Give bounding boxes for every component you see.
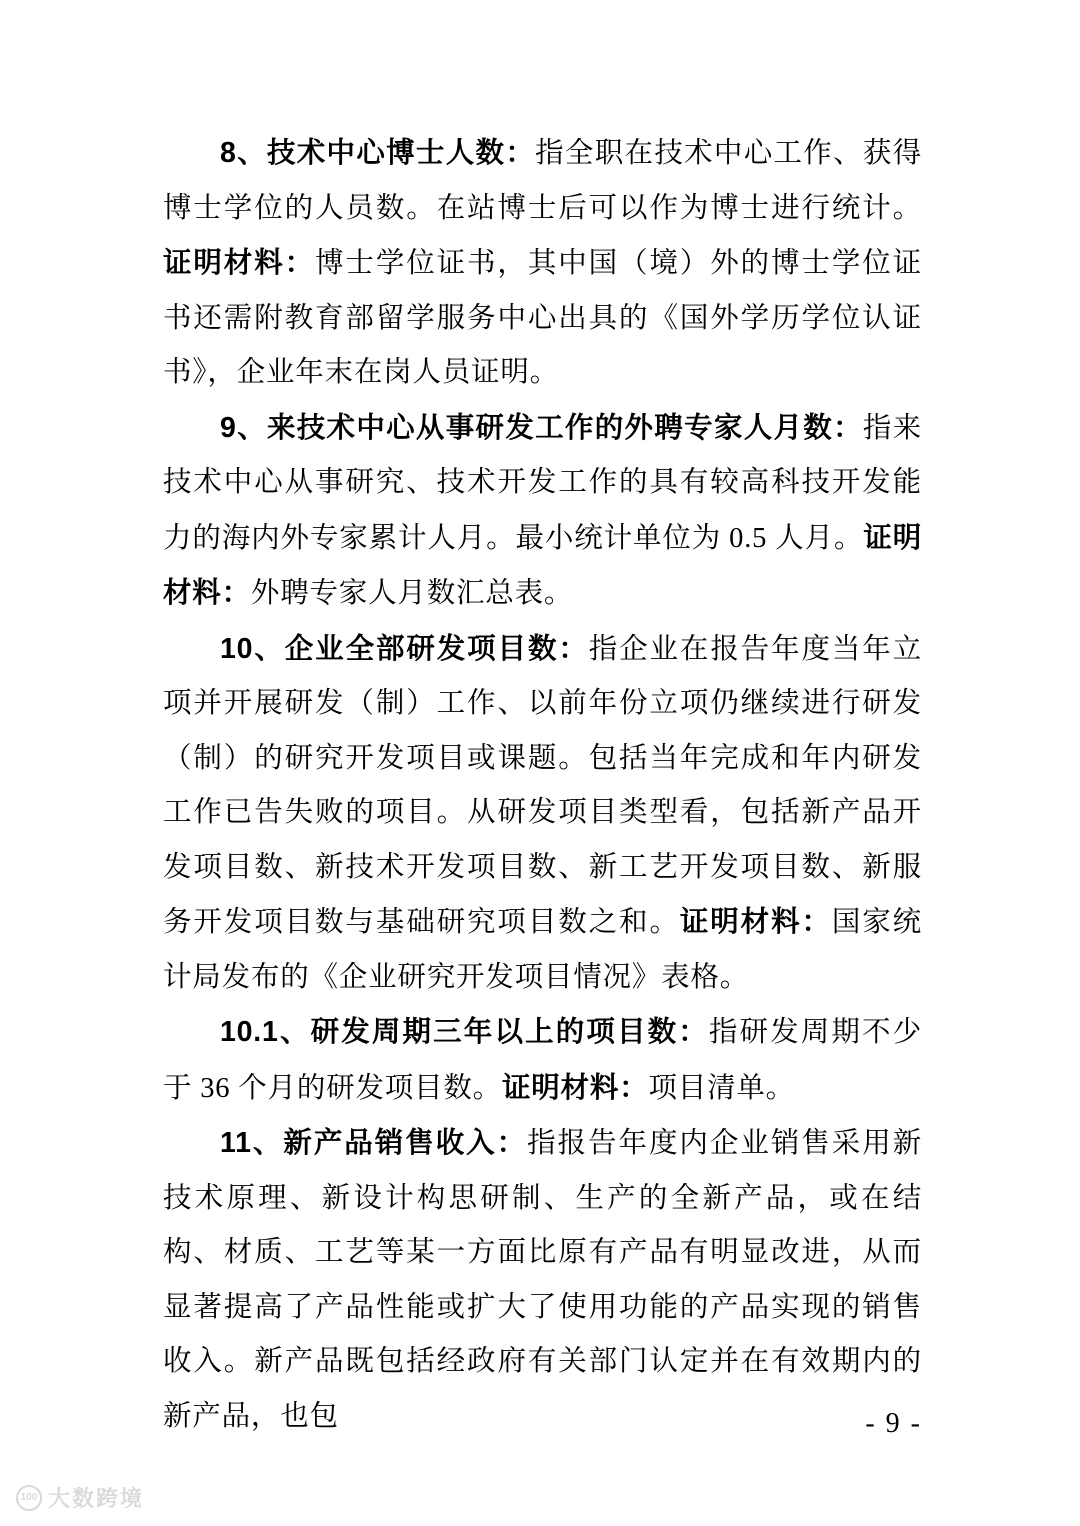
watermark-logo-text: 100 bbox=[20, 1492, 38, 1503]
watermark-logo-icon bbox=[16, 1485, 42, 1511]
paragraph bbox=[163, 622, 922, 1006]
text-run: 国家统计局发布的《企业研究开发项目情况》表格。 bbox=[163, 907, 922, 993]
watermark-text: 大数跨境 bbox=[48, 1486, 145, 1511]
bold-run: 11、新产品销售收入： bbox=[220, 1127, 528, 1159]
text-run: 指企业在报告年度当年立项并开展研发（制）工作、以前年份立项仍继续进行研发（制）的研究开发项目或课题。包括当年完成和年内研发工作已告失败的项目。从研发项目类型看，包括新产品开发项目数、新技术开发项目数、新工艺开发项目数、新服务开发项目数与基础研究项目数之和。 bbox=[163, 633, 922, 938]
paragraph bbox=[163, 1116, 922, 1444]
bold-run: 证明材料： bbox=[163, 521, 922, 609]
text-run: 博士学位证书，其中国（境）外的博士学位证书还需附教育部留学服务中心出具的《国外学历学位认证书》，企业年末在岗人员证明。 bbox=[163, 248, 922, 388]
document-body bbox=[163, 126, 922, 1444]
watermark bbox=[16, 1482, 144, 1513]
paragraph bbox=[163, 401, 922, 622]
bold-run: 9、来技术中心从事研发工作的外聘专家人月数： bbox=[220, 411, 863, 444]
text-run: 指报告年度内企业销售采用新技术原理、新设计构思研制、生产的全新产品，或在结构、材质、工艺等某一方面比原有产品有明显改进，从而显著提高了产品性能或扩大了使用功能的产品实现的销售收入。新产品既包括经政府有关部门认定并在有效期内的新产品，也包 bbox=[163, 1128, 922, 1432]
text-run: 外聘专家人月数汇总表。 bbox=[250, 578, 574, 609]
bold-run: 证明材料： bbox=[679, 906, 832, 938]
text-run: 指研发周期不少于 36 个月的研发项目数。 bbox=[163, 1017, 922, 1104]
text-run: 指来技术中心从事研究、技术开发工作的具有较高科技开发能力的海内外专家累计人月。最小统计单位为 0.5 人月。 bbox=[163, 412, 923, 554]
bold-run: 10、企业全部研发项目数： bbox=[220, 632, 589, 665]
text-run: 项目清单。 bbox=[648, 1072, 795, 1104]
paragraph bbox=[163, 1005, 922, 1116]
paragraph bbox=[163, 126, 922, 401]
bold-run: 证明材料： bbox=[501, 1071, 649, 1104]
bold-run: 证明材料： bbox=[163, 247, 316, 279]
text-run: 指全职在技术中心工作、获得博士学位的人员数。在站博士后可以作为博士进行统计。 bbox=[163, 138, 922, 224]
page-number: - 9 - bbox=[865, 1408, 922, 1439]
bold-run: 8、技术中心博士人数： bbox=[220, 137, 536, 169]
bold-run: 10.1、研发周期三年以上的项目数： bbox=[220, 1016, 709, 1048]
